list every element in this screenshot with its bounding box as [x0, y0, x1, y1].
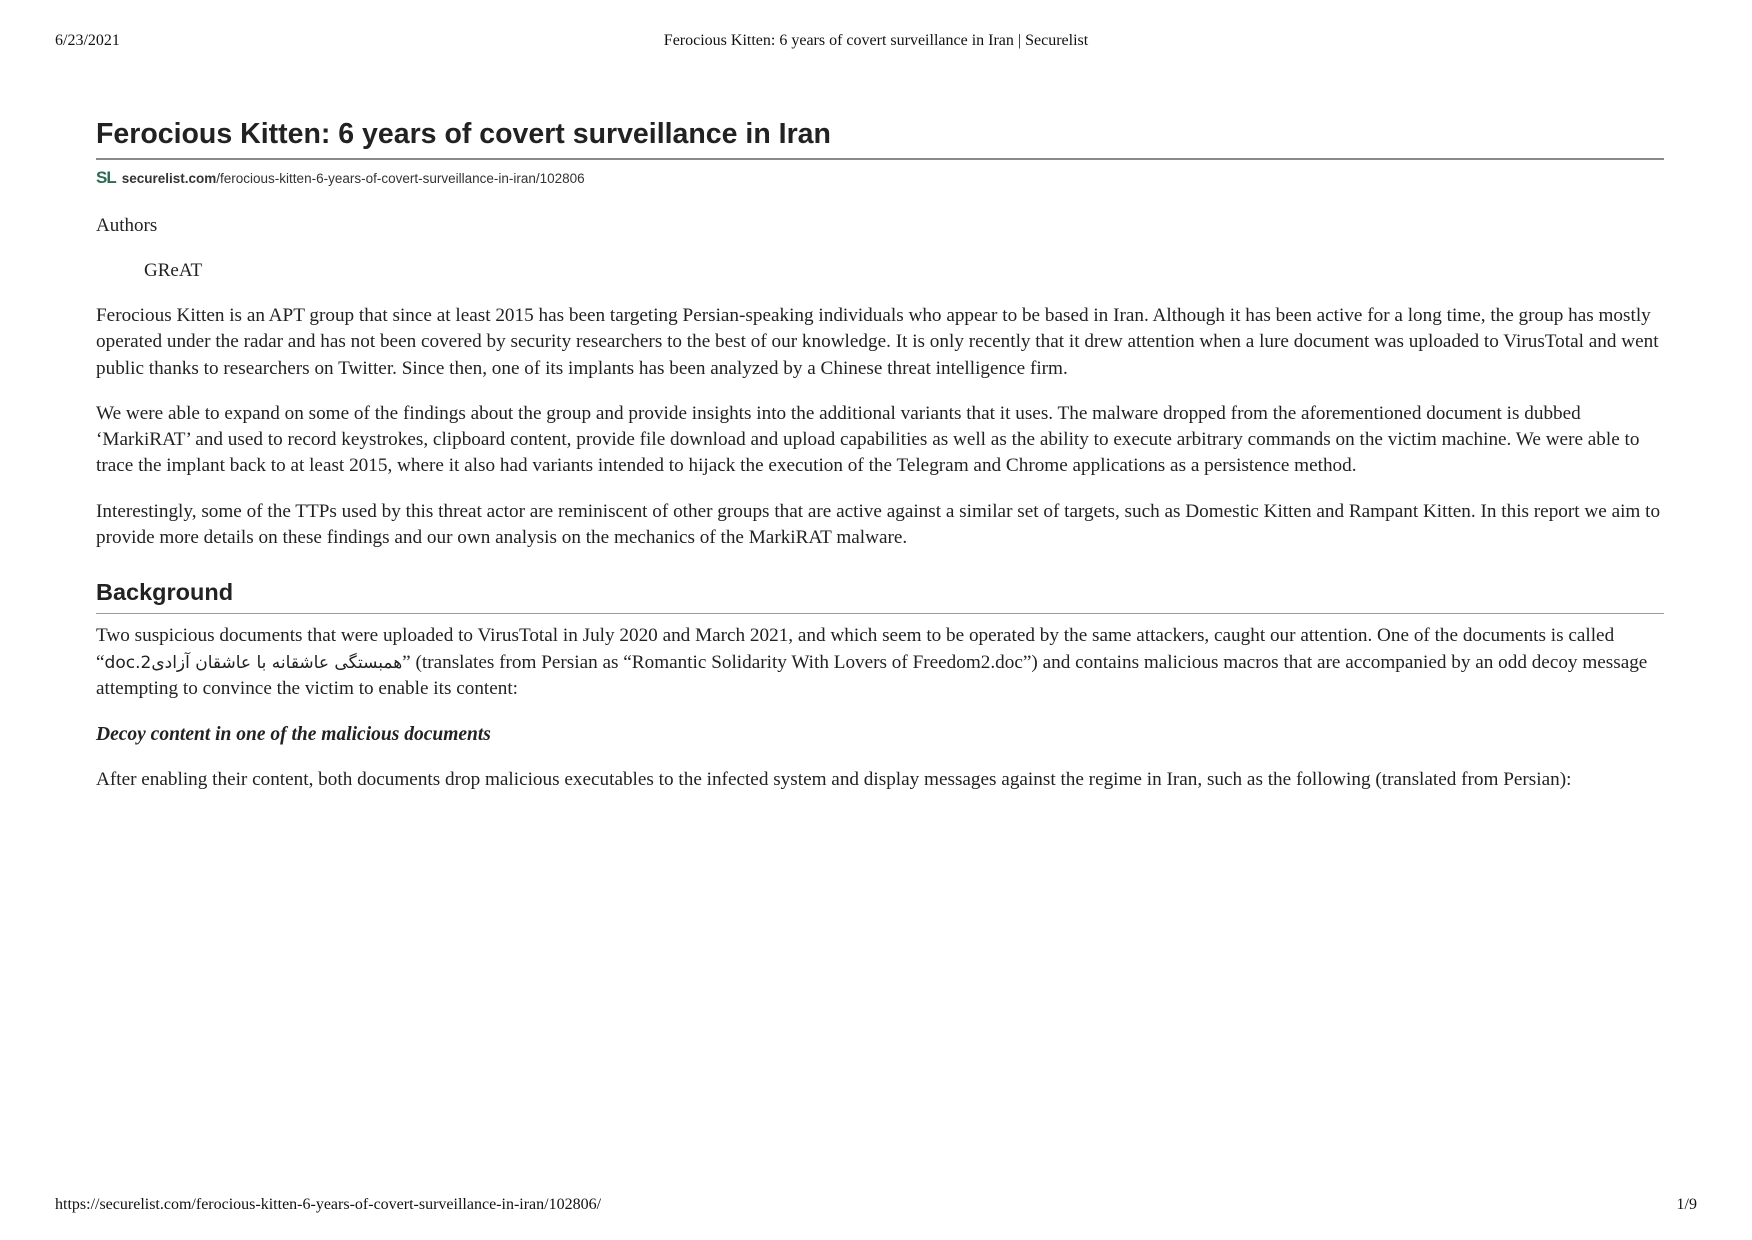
background-heading: Background: [96, 577, 1664, 614]
background-paragraph-1-start: Two suspicious documents that were uploaded to VirusTotal in July 2020 and March 2021, and which seem to be operated by the same attackers, caught our attention. One of the documents is called “: [96, 625, 1615, 673]
authors-label: Authors: [96, 215, 158, 236]
source-domain: securelist.com: [121, 170, 217, 186]
print-page-title: Ferocious Kitten: 6 years of covert surveillance in Iran | Securelist: [663, 32, 1089, 49]
source-path: /ferocious-kitten-6-years-of-covert-surveillance-in-iran/102806: [216, 170, 585, 186]
print-date: 6/23/2021: [55, 32, 120, 49]
intro-paragraph-3: Interestingly, some of the TTPs used by this threat actor are reminiscent of other groups that are active against a similar set of targets, such as Domestic Kitten and Rampant Kitten. In this report we aim to provide more details on these findings and our own analysis on the mechanics of the MarkiRAT malware.: [96, 500, 1661, 549]
print-page-number: 1/9: [1676, 1196, 1697, 1213]
print-footer: [55, 1196, 1697, 1220]
background-paragraph-1: [96, 623, 1664, 702]
background-paragraph-1-end: ” (translates from Persian as “Romantic Solidarity With Lovers of Freedom2.doc”) and contains malicious macros that are accompanied by an odd decoy message attempting to convince the victim to enable its content:: [96, 651, 1648, 699]
article: [96, 116, 1664, 794]
intro-paragraph-1: Ferocious Kitten is an APT group that since at least 2015 has been targeting Persian-speaking individuals who appear to be based in Iran. Although it has been active for a long time, the group has mostly operated under the radar and has not been covered by security researchers to the best of our knowledge. It is only recently that it drew attention when a lure document was uploaded to VirusTotal and went public thanks to researchers on Twitter. Since then, one of its implants has been analyzed by a Chinese threat intelligence firm.: [96, 305, 1659, 379]
author-name[interactable]: GReAT: [144, 260, 203, 281]
print-header: [55, 32, 1697, 56]
article-title: Ferocious Kitten: 6 years of covert surveillance in Iran: [96, 116, 1664, 160]
source-link[interactable]: [96, 168, 1664, 188]
securelist-logo-icon: SL: [96, 168, 116, 187]
print-page-url: https://securelist.com/ferocious-kitten-6-years-of-covert-surveillance-in-iran/102806/: [55, 1196, 602, 1213]
persian-document-filename: همبستگی عاشقانه با عاشقان آزادی2.doc: [104, 652, 403, 673]
intro-paragraph-2: We were able to expand on some of the findings about the group and provide insights into the additional variants that it uses. The malware dropped from the aforementioned document is dubbed ‘MarkiRAT’ and used to record keystrokes, clipboard content, provide file download and upload capabilities as well as the ability to execute arbitrary commands on the victim machine. We were able to trace the implant back to at least 2015, where it also had variants intended to hijack the execution of the Telegram and Chrome applications as a persistence method.: [96, 402, 1640, 477]
figure-caption: Decoy content in one of the malicious documents: [96, 724, 491, 746]
background-paragraph-2: After enabling their content, both documents drop malicious executables to the infected system and display messages against the regime in Iran, such as the following (translated from Persian):: [96, 769, 1572, 791]
